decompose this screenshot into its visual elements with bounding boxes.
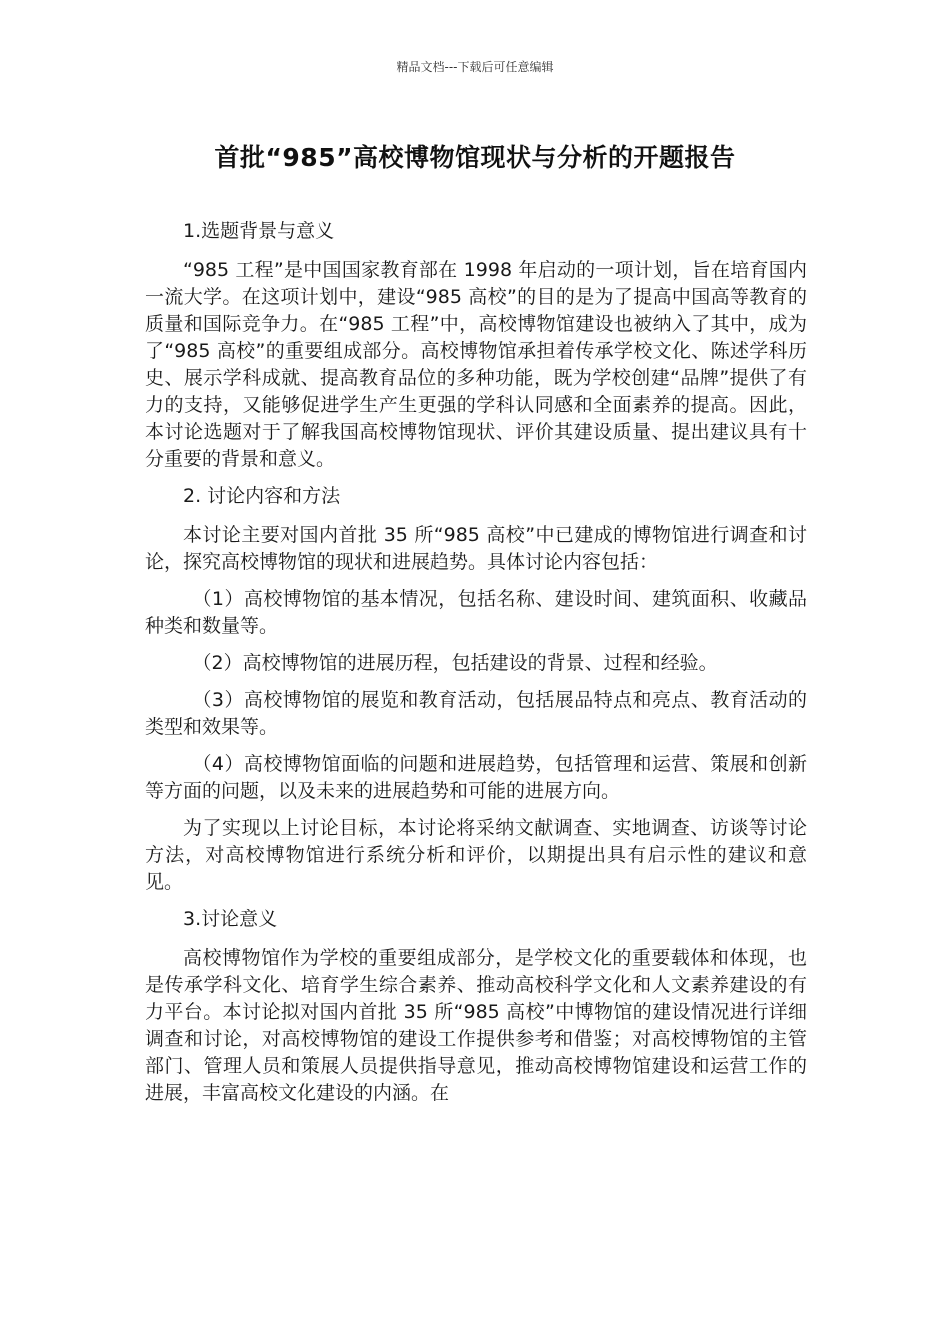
document-body [145,218,807,1117]
section-3-paragraph: 高校博物馆作为学校的重要组成部分，是学校文化的重要载体和体现，也是传承学科文化、培育学生综合素养、推动高校科学文化和人文素养建设的有力平台。本讨论拟对国内首批 35 所“985 高校”中博物馆的建设情况进行详细调查和讨论，对高校博物馆的建设工作提供参考和借鉴；对高校博物馆的主管部门、管理人员和策展人员提供指导意见，推动高校博物馆建设和运营工作的进展，丰富高校文化建设的内涵。在 [145,947,807,1104]
section-1-paragraph: “985 工程”是中国国家教育部在 1998 年启动的一项计划，旨在培育国内一流大学。在这项计划中，建设“985 高校”的目的是为了提高中国高等教育的质量和国际竞争力。在“985 工程”中，高校博物馆建设也被纳入了其中，成为了“985 高校”的重要组成部分。高校博物馆承担着传承学校文化、陈述学科历史、展示学科成就、提高教育品位的多种功能，既为学校创建“品牌”提供了有力的支持，又能够促进学生产生更强的学科认同感和全面素养的提高。因此，本讨论选题对于了解我国高校博物馆现状、评价其建设质量、提出建议具有十分重要的背景和意义。 [145,259,807,470]
section-2-methods: 为了实现以上讨论目标，本讨论将采纳文献调查、实地调查、访谈等讨论方法，对高校博物馆进行系统分析和评价，以期提出具有启示性的建议和意见。 [145,817,807,893]
page-header-note: 精品文档---下载后可任意编辑 [396,60,554,74]
section-3-heading: 3.讨论意义 [183,908,278,930]
section-2-item-2: （2）高校博物馆的进展历程，包括建设的背景、过程和经验。 [192,652,718,674]
section-2-item-1: （1）高校博物馆的基本情况，包括名称、建设时间、建筑面积、收藏品种类和数量等。 [145,588,807,637]
section-2-item-3: （3）高校博物馆的展览和教育活动，包括展品特点和亮点、教育活动的类型和效果等。 [145,689,807,738]
section-1-heading: 1.选题背景与意义 [183,220,335,242]
section-2-heading: 2. 讨论内容和方法 [183,485,341,507]
section-2-item-4: （4）高校博物馆面临的问题和进展趋势，包括管理和运营、策展和创新等方面的问题，以及未来的进展趋势和可能的进展方向。 [145,753,807,802]
document-title: 首批“985”高校博物馆现状与分析的开题报告 [214,143,736,172]
section-2-intro: 本讨论主要对国内首批 35 所“985 高校”中已建成的博物馆进行调查和讨论，探究高校博物馆的现状和进展趋势。具体讨论内容包括： [145,524,807,573]
